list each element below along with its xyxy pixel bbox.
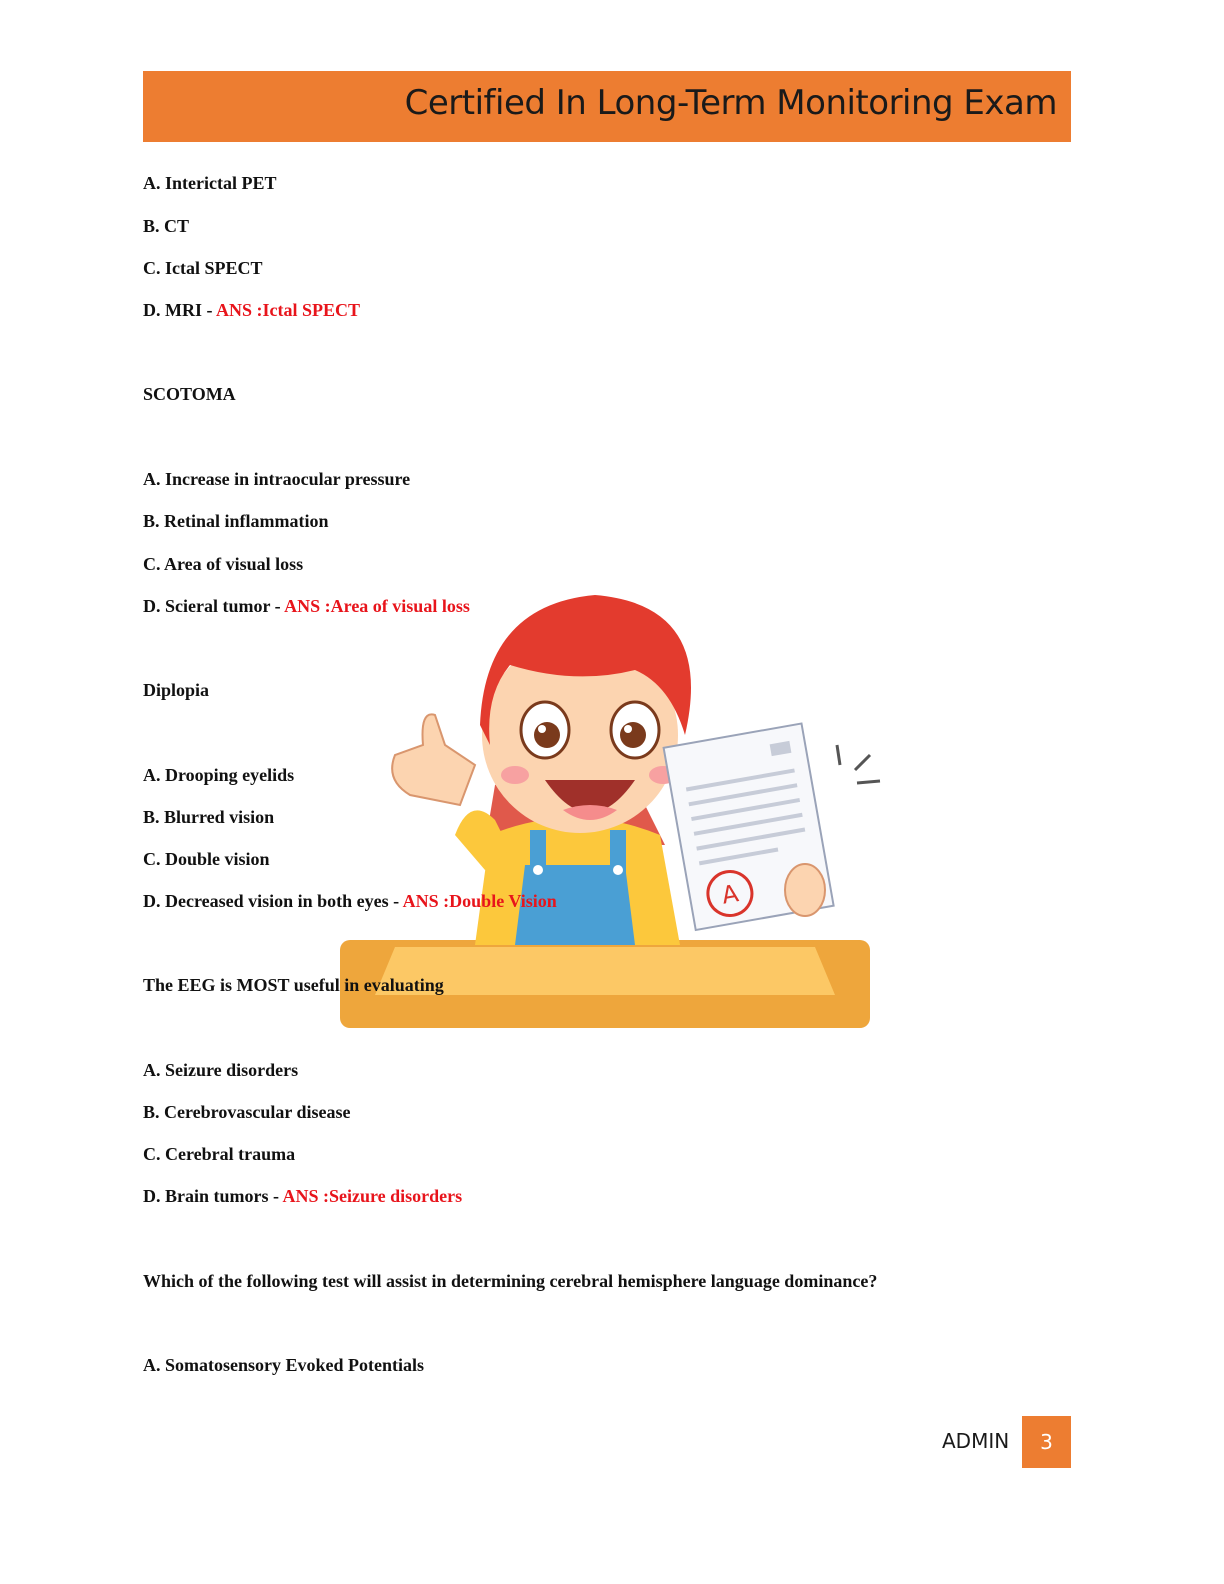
q2-option-b: B. Retinal inflammation (143, 511, 329, 531)
q5-question: Which of the following test will assist in determining cerebral hemisphere language dominance? (143, 1271, 878, 1291)
q1-option-d (143, 300, 360, 321)
q2-answer: ANS :Area of visual loss (284, 596, 470, 616)
q3-answer: ANS :Double Vision (402, 891, 557, 911)
q1-option-c: C. Ictal SPECT (143, 258, 263, 278)
grade-mark: A (719, 879, 741, 910)
q1-option-d-text: D. MRI - (143, 300, 216, 320)
q2-option-d (143, 596, 470, 617)
q2-option-a: A. Increase in intraocular pressure (143, 469, 411, 489)
q3-option-b: B. Blurred vision (143, 807, 275, 827)
child-with-graded-paper-illustration (335, 585, 895, 1035)
page-header (143, 71, 1071, 142)
q4-question: The EEG is MOST useful in evaluating (143, 975, 444, 995)
q3-option-d (143, 891, 557, 912)
q1-answer: ANS :Ictal SPECT (216, 300, 361, 320)
q4-option-d-text: D. Brain tumors - (143, 1186, 283, 1206)
q3-option-a: A. Drooping eyelids (143, 765, 295, 785)
page-number: 3 (1022, 1416, 1071, 1468)
q2-question: SCOTOMA (143, 384, 236, 404)
q5-option-a: A. Somatosensory Evoked Potentials (143, 1355, 425, 1375)
q4-answer: ANS :Seizure disorders (282, 1186, 463, 1206)
q3-option-d-text: D. Decreased vision in both eyes - (143, 891, 403, 911)
q4-option-c: C. Cerebral trauma (143, 1144, 296, 1164)
q1-option-b: B. CT (143, 216, 190, 236)
q2-option-d-text: D. Scieral tumor - (143, 596, 285, 616)
q3-question: Diplopia (143, 680, 210, 700)
q4-option-a: A. Seizure disorders (143, 1060, 299, 1080)
document-title: Certified In Long-Term Monitoring Exam (404, 83, 1057, 123)
footer-label: ADMIN (942, 1429, 1010, 1453)
q3-option-c: C. Double vision (143, 849, 270, 869)
q2-option-c: C. Area of visual loss (143, 554, 304, 574)
q1-option-a: A. Interictal PET (143, 173, 277, 193)
q4-option-b: B. Cerebrovascular disease (143, 1102, 351, 1122)
q4-option-d (143, 1186, 462, 1207)
